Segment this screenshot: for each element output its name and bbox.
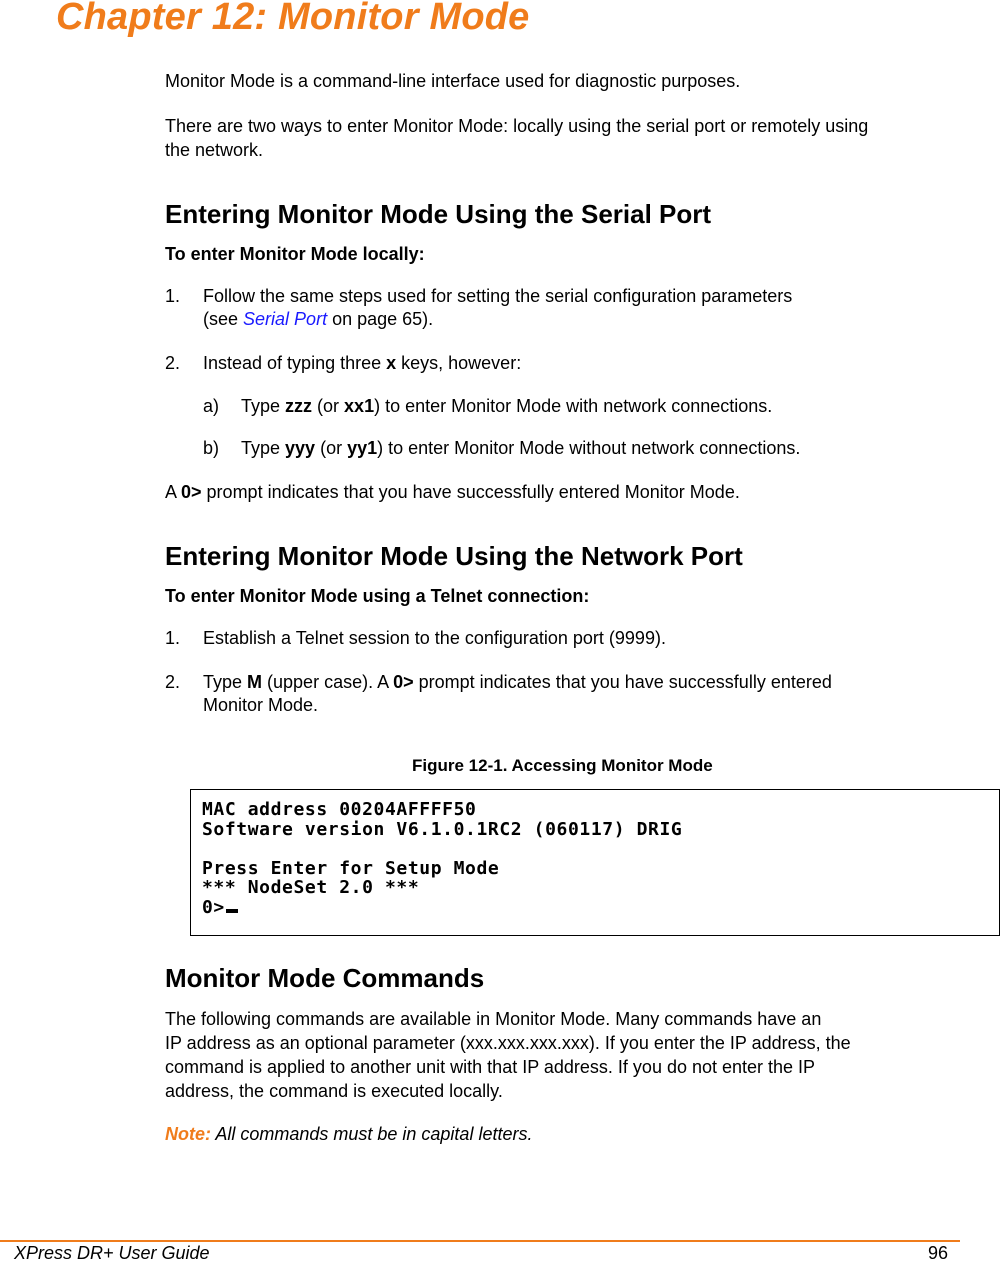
figure-caption: Figure 12-1. Accessing Monitor Mode bbox=[412, 756, 713, 775]
sub-step-a-text: Type zzz (or xx1) to enter Monitor Mode with network connections. bbox=[241, 396, 773, 416]
terminal-line: Software version V6.1.0.1RC2 (060117) DRIG bbox=[202, 818, 683, 840]
sub-step-b-text: Type yyy (or yy1) to enter Monitor Mode without network connections. bbox=[241, 438, 801, 458]
terminal-prompt: 0> bbox=[202, 896, 225, 918]
intro-paragraph-2-line-2: the network. bbox=[165, 140, 264, 160]
note-label: Note: bbox=[165, 1124, 211, 1144]
cursor-icon bbox=[226, 909, 238, 913]
commands-line: address, the command is executed locally. bbox=[165, 1081, 503, 1101]
network-step-1-text: Establish a Telnet session to the configuration port (9999). bbox=[203, 628, 666, 648]
network-step-1-number: 1. bbox=[165, 628, 181, 648]
serial-step-1-line-2: (see Serial Port on page 65). bbox=[203, 309, 434, 329]
terminal-line: MAC address 00204AFFFF50 bbox=[202, 799, 477, 820]
commands-intro bbox=[165, 1007, 851, 1103]
terminal-output bbox=[202, 800, 682, 917]
commands-section-heading: Monitor Mode Commands bbox=[165, 963, 485, 993]
network-section-heading: Entering Monitor Mode Using the Network Port bbox=[165, 541, 743, 571]
note-text: All commands must be in capital letters. bbox=[211, 1124, 533, 1144]
intro-paragraph-2-line-1: There are two ways to enter Monitor Mode: locally using the serial port or remotely using bbox=[165, 116, 869, 136]
intro-paragraph-2 bbox=[165, 114, 868, 162]
page-number: 96 bbox=[928, 1243, 949, 1263]
chapter-title: Chapter 12: Monitor Mode bbox=[56, 0, 530, 38]
network-step-2-text: Type M (upper case). A 0> prompt indicates that you have successfully entered Monitor Mode. bbox=[203, 672, 832, 715]
x-key: x bbox=[386, 353, 397, 373]
serial-port-link[interactable]: Serial Port bbox=[243, 309, 328, 329]
footer-guide-title: XPress DR+ User Guide bbox=[14, 1243, 210, 1263]
serial-step-1-number: 1. bbox=[165, 286, 181, 306]
commands-line: The following commands are available in Monitor Mode. Many commands have an bbox=[165, 1009, 822, 1029]
network-procedure-heading: To enter Monitor Mode using a Telnet connection: bbox=[165, 586, 590, 606]
serial-result-text: A 0> prompt indicates that you have successfully entered Monitor Mode. bbox=[165, 482, 740, 502]
terminal-line: Press Enter for Setup Mode bbox=[202, 857, 500, 879]
commands-line: command is applied to another unit with that IP address. If you do not enter the IP bbox=[165, 1057, 816, 1077]
terminal-screenshot bbox=[190, 789, 1000, 936]
terminal-line: *** NodeSet 2.0 *** bbox=[202, 877, 420, 898]
footer-divider bbox=[0, 1240, 960, 1242]
serial-step-2-text: Instead of typing three x keys, however: bbox=[203, 353, 522, 373]
serial-section-heading: Entering Monitor Mode Using the Serial Port bbox=[165, 199, 712, 229]
network-step-2-number: 2. bbox=[165, 672, 181, 692]
serial-step-2-number: 2. bbox=[165, 353, 181, 373]
intro-paragraph-1: Monitor Mode is a command-line interface used for diagnostic purposes. bbox=[165, 71, 741, 91]
serial-step-1-line-1: Follow the same steps used for setting the serial configuration parameters bbox=[203, 286, 793, 306]
note bbox=[165, 1122, 532, 1146]
sub-step-a-label: a) bbox=[203, 396, 220, 416]
serial-step-1-text bbox=[203, 285, 792, 331]
sub-step-b-label: b) bbox=[203, 438, 220, 458]
commands-line: IP address as an optional parameter (xxx.xxx.xxx.xxx). If you enter the IP address, the bbox=[165, 1033, 851, 1053]
serial-procedure-heading: To enter Monitor Mode locally: bbox=[165, 244, 425, 264]
